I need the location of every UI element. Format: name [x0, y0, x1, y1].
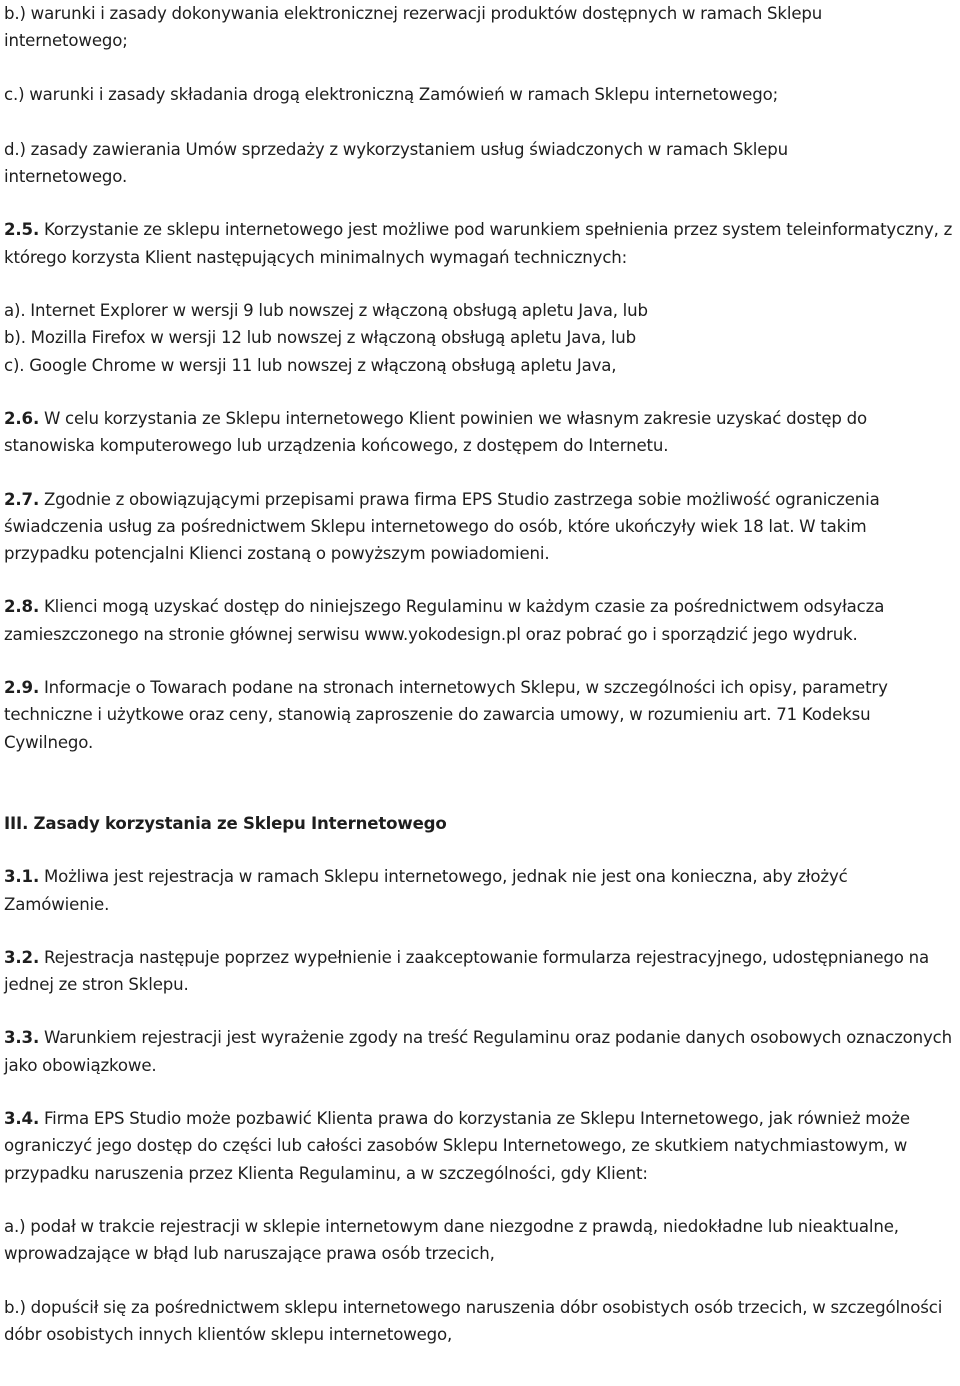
- section-2-9: [4, 674, 954, 756]
- section-3-3: [4, 1024, 954, 1079]
- section-text: Firma EPS Studio może pozbawić Klienta prawa do korzystania ze Sklepu Internetowego, jak również może ograniczyć jego dostęp do części lub całości zasobów Sklepu Internetowego, ze skutkiem natychmiastowym, w przypadku naruszenia przez Klienta Regulaminu, a w szczególności, gdy Klient:: [4, 1109, 910, 1183]
- section-number: 2.6.: [4, 408, 40, 428]
- section-heading-III: III. Zasady korzystania ze Sklepu Internetowego: [4, 813, 447, 833]
- section-text: W celu korzystania ze Sklepu internetowego Klient powinien we własnym zakresie uzyskać dostęp do stanowiska komputerowego lub urządzenia końcowego, z dostępem do Internetu.: [4, 408, 867, 456]
- section-3-4-item-b: b.) dopuścił się za pośrednictwem sklepu internetowego naruszenia dóbr osobistych osób trzecich, w szczególności dóbr osobistych innych klientów sklepu internetowego,: [4, 1297, 943, 1344]
- section-2-5: [4, 216, 954, 271]
- requirement-a: a). Internet Explorer w wersji 9 lub nowszej z włączoną obsługą apletu Java, lub: [4, 301, 648, 321]
- section-text: Klienci mogą uzyskać dostęp do niniejszego Regulaminu w każdym czasie za pośrednictwem odsyłacza zamieszczonego na stronie głównej serwisu www.yokodesign.pl oraz pobrać go i sporządzić jego wydruk.: [4, 597, 885, 644]
- section-3-2: [4, 944, 954, 999]
- section-3-4-item-a: a.) podał w trakcie rejestracji w sklepie internetowym dane niezgodne z prawdą, niedokładne lub nieaktualne, wprowadzające w błąd lub naruszające prawa osób trzecich,: [4, 1216, 899, 1264]
- section-3-1: [4, 863, 954, 918]
- section-2-6: [4, 405, 954, 460]
- section-2-7: [4, 486, 954, 568]
- section-number: 3.3.: [4, 1028, 40, 1048]
- section-2-8: [4, 593, 954, 648]
- section-text: Możliwa jest rejestracja w ramach Sklepu internetowego, jednak nie jest ona konieczna, aby złożyć Zamówienie.: [4, 867, 848, 914]
- section-number: 3.2.: [4, 947, 40, 967]
- list-item-b: b.) warunki i zasady dokonywania elektronicznej rezerwacji produktów dostępnych w ramach Sklepu internetowego;: [4, 4, 823, 51]
- section-text: Warunkiem rejestracji jest wyrażenie zgody na treść Regulaminu oraz podanie danych osobowych oznaczonych jako obowiązkowe.: [4, 1028, 953, 1075]
- section-number: 2.7.: [4, 489, 40, 509]
- list-item-d: d.) zasady zawierania Umów sprzedaży z wykorzystaniem usług świadczonych w ramach Sklepu internetowego.: [4, 139, 789, 187]
- section-text: Informacje o Towarach podane na stronach internetowych Sklepu, w szczególności ich opisy, parametry techniczne i użytkowe oraz ceny, stanowią zaproszenie do zawarcia umowy, w rozumieniu art. 71 Kodeksu Cywilnego.: [4, 678, 888, 752]
- list-item-c: c.) warunki i zasady składania drogą elektroniczną Zamówień w ramach Sklepu internetowego;: [4, 84, 779, 104]
- section-number: 2.5.: [4, 220, 40, 240]
- section-number: 2.8.: [4, 597, 40, 617]
- document-page: [4, 0, 954, 1348]
- section-text: Korzystanie ze sklepu internetowego jest możliwe pod warunkiem spełnienia przez system teleinformatyczny, z którego korzysta Klient następujących minimalnych wymagań technicznych:: [4, 220, 953, 267]
- section-number: 3.4.: [4, 1109, 40, 1129]
- section-3-4: [4, 1105, 954, 1187]
- requirement-c: c). Google Chrome w wersji 11 lub nowszej z włączoną obsługą apletu Java,: [4, 355, 617, 375]
- requirement-b: b). Mozilla Firefox w wersji 12 lub nowszej z włączoną obsługą apletu Java, lub: [4, 328, 637, 348]
- section-text: Zgodnie z obowiązującymi przepisami prawa firma EPS Studio zastrzega sobie możliwość ograniczenia świadczenia usług za pośrednictwem Sklepu internetowego do osób, które ukończyły wiek 18 lat. W takim przypadku potencjalni Klienci zostaną o powyższym powiadomieni.: [4, 489, 880, 564]
- section-text: Rejestracja następuje poprzez wypełnienie i zaakceptowanie formularza rejestracyjnego, udostępnianego na jednej ze stron Sklepu.: [4, 947, 929, 995]
- section-number: 3.1.: [4, 867, 40, 887]
- section-number: 2.9.: [4, 678, 40, 698]
